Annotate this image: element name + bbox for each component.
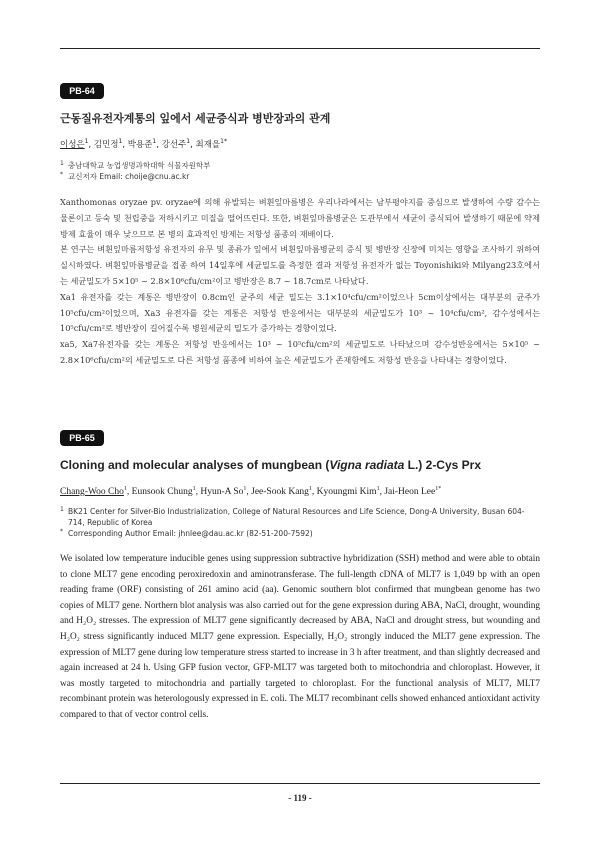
author-name: 김민정 [93, 140, 119, 150]
page-number: - 119 - [288, 793, 312, 803]
author-affiliation-mark: 1 [84, 138, 89, 146]
author-name: 박용준 [127, 140, 153, 150]
affiliation-mark: 1 [60, 506, 64, 513]
author-name: Hyun-A So [200, 487, 244, 497]
author-name: Chang-Woo Cho [60, 487, 124, 497]
author-affiliation-mark: 1* [435, 485, 442, 492]
affiliation-mark: * [60, 171, 63, 178]
abstract-title-pb65: Cloning and molecular analyses of mungbean (Vigna radiata L.) 2-Cys Prx [60, 458, 482, 472]
author-affiliation-mark: 1 [376, 485, 380, 492]
author-affiliation-mark: 1 [243, 485, 247, 492]
abstract-title-pb64: 근동질유전자계통의 잎에서 세균증식과 병반장과의 관계 [60, 112, 331, 125]
top-rule [60, 48, 540, 49]
author-name: 최재을 [195, 140, 221, 150]
affiliation-text: BK21 Center for Silver-Bio Industrialization, College of Natural Resources and Life Science, Dong-A University, Busan 604-714, Republic of Korea [68, 507, 525, 527]
author-affiliation-mark: 1* [220, 138, 227, 146]
author-name: 이성은 [60, 140, 85, 150]
affiliations-pb65 [60, 506, 540, 539]
author-affiliation-mark: 1 [152, 138, 157, 146]
affiliation-text: 교신저자 Email: choije@cnu.ac.kr [68, 172, 190, 181]
author-list-pb65: Chang-Woo Cho$^1$, Eunsook Chung$^1$, Hyun-A So$^1$, Jee-Sook Kang$^1$, Kyoungmi Kim$^1$, Jai-Heon Lee$^{1*}$ [60, 485, 442, 497]
affiliation-text: 충남대학교 농업생명과학대학 식물자원학부 [68, 161, 211, 170]
affiliation-line [60, 506, 540, 528]
abstract-paragraph: Xanthomonas oryzae pv. oryzae에 의해 유발되는 벼흰잎마름병은 우리나라에서는 남부평야지를 중심으로 발생하여 수량 감수는 물론이고 등숙 및 천립중을 저하시키고 미질을 떨어뜨린다. 또한, 벼흰잎마름병균은 도관부에서 세균이 증식되어 발생하기 때문에 약제방제 효율이 매우 낮으므로 본 병의 효과적인 방제는 저항성 품종의 재배이다. [60, 197, 540, 239]
author-name: Jee-Sook Kang [251, 487, 309, 497]
abstract-paragraph: We isolated low temperature inducible genes using suppression subtractive hybridization (SSH) method and were able to obtain to clone MLT7 gene encoding peroxiredoxin and aminotransferase. The full-length cDNA of MLT7 is 1,049 bp with an open reading frame (ORF) consisting of 261 amino acid (aa). Genomic southern blot confirmed that mungbean genome has two copies of MLT7 gene. Northern blot analysis was also carried out for the gene expression during ABA, NaCl, drought, wounding and H₂O₂ stresses. The expression of MLT7 gene significantly decreased by ABA, NaCl and drought stress, but wounding and H₂O₂ stress significantly induced MLT7 gene expression. Especially, H₂O₂ strongly induced the MLT7 gene expression. The expression of MLT7 gene during low temperature stress started to increase in 3 h after treatment, and than slightly decreased and again increased at 24 h. Using GFP fusion vector, GFP-MLT7 was targeted both to mitochondria and chloroplast. However, it was mostly targeted to mitochondria and partially targeted to chloroplast. For the functional analysis of MLT7, MLT7 recombinant protein was heterologously expressed in E. coli. The MLT7 recombinant cells showed enhanced antioxidant activity compared to that of vector control cells. [60, 554, 540, 720]
author-affiliation-mark: 1 [118, 138, 123, 146]
author-list-pb64: 이성은$^1$, 김민정$^1$, 박용준$^1$, 강선주$^1$, 최재을$^{1*}$ [60, 138, 227, 150]
author-affiliation-mark: 1 [192, 485, 196, 492]
abstract-badge-pb64: PB-64 [60, 83, 104, 99]
affiliation-line [60, 528, 540, 539]
species-name: Vigna radiata [329, 458, 405, 472]
author-affiliation-mark: 1 [308, 485, 312, 492]
bottom-rule [60, 783, 540, 784]
author-name: 강선주 [161, 140, 187, 150]
affiliation-line [60, 160, 540, 171]
author-name: Kyoungmi Kim [316, 487, 377, 497]
abstract-body-pb64 [60, 195, 540, 369]
author-affiliation-mark: 1 [186, 138, 191, 146]
author-affiliation-mark: 1 [123, 485, 127, 492]
affiliation-line [60, 171, 540, 182]
abstract-paragraph: 본 연구는 벼흰잎마름저항성 유전자의 유무 및 종류가 잎에서 벼흰잎마름병균의 증식 및 병반장 신장에 미치는 영향을 조사하기 위하여 실시하였다. 벼흰잎마름병균을 접종 하여 14일후에 세균밀도를 측정한 결과 저항성 유전자가 없는 Toyonishiki와 Milyang23호에서는 세균밀도가 5×10⁵ ~ 2.8×10⁶cfu/cm²이고 병반장은 8.7 ~ 18.7cm로 나타났다. [60, 244, 540, 286]
author-name: Eunsook Chung [131, 487, 193, 497]
affiliation-mark: 1 [60, 160, 64, 167]
affiliation-mark: * [60, 528, 63, 535]
abstract-paragraph: Xa1 유전자를 갖는 계통은 병반장이 0.8cm인 균주의 세균 밀도는 3.1×10⁴cfu/cm²이었으나 5cm이상에서는 대부분의 균주가 10⁵cfu/cm²이었으며, Xa3 유전자를 갖는 계통은 저항성 반응에서는 대부분의 세균밀도가 10³ ~ 10⁴cfu/cm², 감수성에서는 10⁵cfu/cm²로 병반장이 길어질수록 병원세균의 밀도가 증가하는 경향이었다. [60, 291, 540, 334]
abstract-body-pb65 [60, 552, 540, 724]
abstract-paragraph: xa5, Xa7유전자를 갖는 계통은 저항성 반응에서는 10³ ~ 10⁵cfu/cm²의 세균밀도로 나타났으며 감수성반응에서는 5×10⁵ ~ 2.8×10⁶cfu/cm²의 세균밀도로 다른 저항성 품종에 비하여 높은 세균밀도가 존재함에도 저항성 반응을 나타내는 경향이었다. [60, 339, 540, 365]
affiliation-text: Corresponding Author Email: jhnlee@dau.ac.kr (82-51-200-7592) [68, 529, 313, 538]
author-name: Jai-Heon Lee [384, 487, 436, 497]
affiliations-pb64 [60, 160, 540, 182]
abstract-badge-pb65: PB-65 [60, 430, 104, 446]
